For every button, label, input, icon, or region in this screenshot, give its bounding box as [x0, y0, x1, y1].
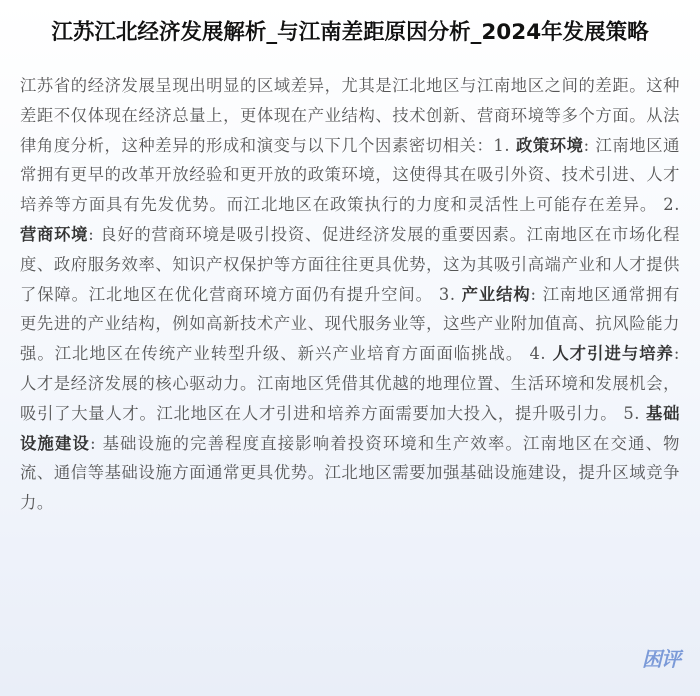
- item-text: : 基础设施的完善程度直接影响着投资环境和生产效率。江南地区在交通、物流、通信等基础设施方面通常更具优势。江北地区需要加强基础设施建设，提升区域竞争力。: [20, 433, 680, 513]
- item-number: 4.: [529, 344, 547, 364]
- item-text: : 人才是经济发展的核心驱动力。江南地区凭借其优越的地理位置、生活环境和发展机会，吸引了大量人才。江北地区在人才引进和培养方面需要加大投入，提升吸引力。: [20, 344, 680, 423]
- article-body: [20, 71, 680, 518]
- item-heading: 政策环境: [515, 135, 584, 155]
- item-heading: 基础设施建设: [20, 403, 680, 453]
- page-title: 江苏江北经济发展解析_与江南差距原因分析_2024年发展策略: [51, 20, 649, 45]
- site-logo: 困评: [642, 647, 680, 671]
- item-text: : 江南地区通常拥有更早的改革开放经验和更开放的政策环境，这使得其在吸引外资、技术引进、人才培养等方面具有先发优势。而江北地区在政策执行的力度和灵活性上可能存在差异。: [20, 135, 680, 215]
- item-heading: 人才引进与培养: [552, 344, 674, 364]
- item-number: 2.: [663, 195, 680, 215]
- item-number: 5.: [623, 403, 641, 423]
- item-heading: 产业结构: [461, 284, 531, 304]
- item-text: : 良好的营商环境是吸引投资、促进经济发展的重要因素。江南地区在市场化程度、政府服务效率、知识产权保护等方面往往更具优势，这为其吸引高端产业和人才提供了保障。江北地区在优化营商环境方面仍有提升空间。: [20, 224, 681, 304]
- item-number: 1.: [493, 135, 511, 155]
- item-number: 3.: [438, 284, 456, 304]
- item-text: : 江南地区通常拥有更先进的产业结构，例如高新技术产业、现代服务业等，这些产业附加值高、抗风险能力强。江北地区在传统产业转型升级、新兴产业培育方面面临挑战。: [20, 284, 680, 364]
- item-heading: 营商环境: [20, 224, 89, 244]
- intro-text: 江苏省的经济发展呈现出明显的区域差异，尤其是江北地区与江南地区之间的差距。这种差距不仅体现在经济总量上，更体现在产业结构、技术创新、营商环境等多个方面。从法律角度分析，这种差异的形成和演变与以下几个因素密切相关：: [20, 76, 680, 155]
